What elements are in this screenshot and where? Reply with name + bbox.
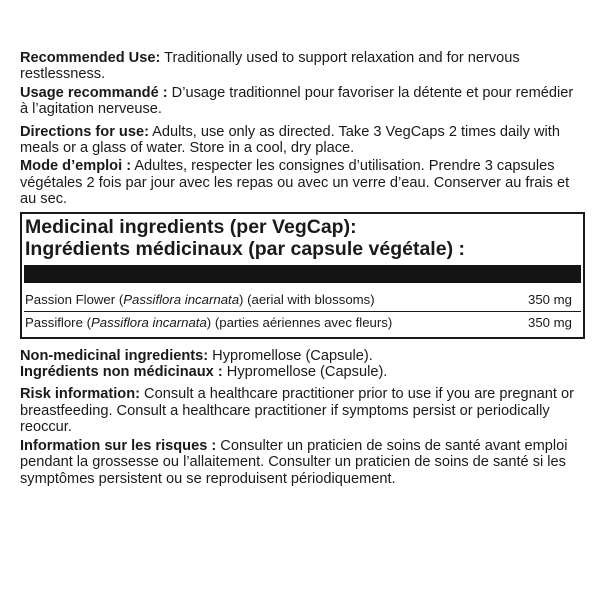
recommended-use-fr: [20, 85, 585, 118]
risk-en-text: Consult a healthcare practitioner prior to use if you are pregnant or breastfeeding. Consult a healthcare practitioner if symptoms persist or periodically reoccur.: [20, 386, 575, 436]
ingredient-latin-name: Passiflora incarnata: [123, 291, 240, 307]
non-medicinal-en: [20, 348, 585, 364]
ingredient-latin-name: Passiflora incarnata: [90, 314, 207, 330]
directions-fr: [20, 158, 585, 207]
risk-fr-text: Consulter un praticien de soins de santé avant emploi pendant la grossesse ou l’allaitement. Consulter un praticien de soins de santé si les symptômes persistent ou se reproduisent périodiquement.: [20, 437, 568, 487]
ingredient-part: ) (parties aériennes avec fleurs): [206, 314, 393, 330]
risk-fr: [20, 438, 585, 487]
label-panel: [20, 50, 585, 487]
ingredient-part: ) (aerial with blossoms): [239, 291, 375, 307]
recommended-use-en: [20, 50, 585, 83]
non-medicinal-fr-text: Hypromellose (Capsule).: [222, 364, 388, 381]
ingredient-common-name: Passion Flower (: [25, 291, 124, 307]
directions-en-text: Adults, use only as directed. Take 3 VegCaps 2 times daily with meals or a glass of water. Store in a cool, dry place.: [20, 123, 560, 157]
non-medicinal-fr-label: Ingrédients non médicinaux :: [20, 364, 223, 381]
medicinal-ingredients-title-fr: Ingrédients médicinaux (par capsule végétale) :: [25, 238, 465, 261]
directions-fr-text: Adultes, respecter les consignes d’utilisation. Prendre 3 capsules végétales 2 fois par jour avec les repas ou avec un verre d’eau. Conserver au frais et au sec.: [20, 158, 570, 208]
ingredient-amount: 350 mg: [528, 291, 572, 307]
directions-en: [20, 124, 585, 157]
medicinal-ingredients-box: [20, 212, 585, 339]
non-medicinal-en-label: Non-medicinal ingredients:: [20, 347, 209, 364]
header-bar: [24, 265, 581, 283]
risk-fr-label: Information sur les risques :: [20, 437, 217, 454]
ingredient-row: [24, 311, 581, 334]
non-medicinal-fr: [20, 364, 585, 380]
ingredient-common-name: Passiflore (: [25, 314, 91, 330]
recommended-use-fr-label: Usage recommandé :: [20, 84, 168, 101]
ingredient-name: [25, 315, 392, 331]
risk-en: [20, 386, 585, 435]
risk-en-label: Risk information:: [20, 386, 140, 403]
ingredient-row: [24, 289, 581, 311]
recommended-use-en-label: Recommended Use:: [20, 50, 161, 66]
recommended-use-en-text: Traditionally used to support relaxation and for nervous restlessness.: [20, 50, 520, 83]
directions-fr-label: Mode d’emploi :: [20, 158, 132, 175]
recommended-use-fr-text: D’usage traditionnel pour favoriser la détente et pour remédier à l’agitation nerveuse.: [20, 84, 574, 118]
directions-en-label: Directions for use:: [20, 123, 149, 140]
non-medicinal-en-text: Hypromellose (Capsule).: [208, 347, 373, 364]
medicinal-ingredients-title-en: Medicinal ingredients (per VegCap):: [25, 215, 357, 238]
ingredient-amount: 350 mg: [528, 314, 572, 330]
ingredient-name: [25, 292, 375, 308]
